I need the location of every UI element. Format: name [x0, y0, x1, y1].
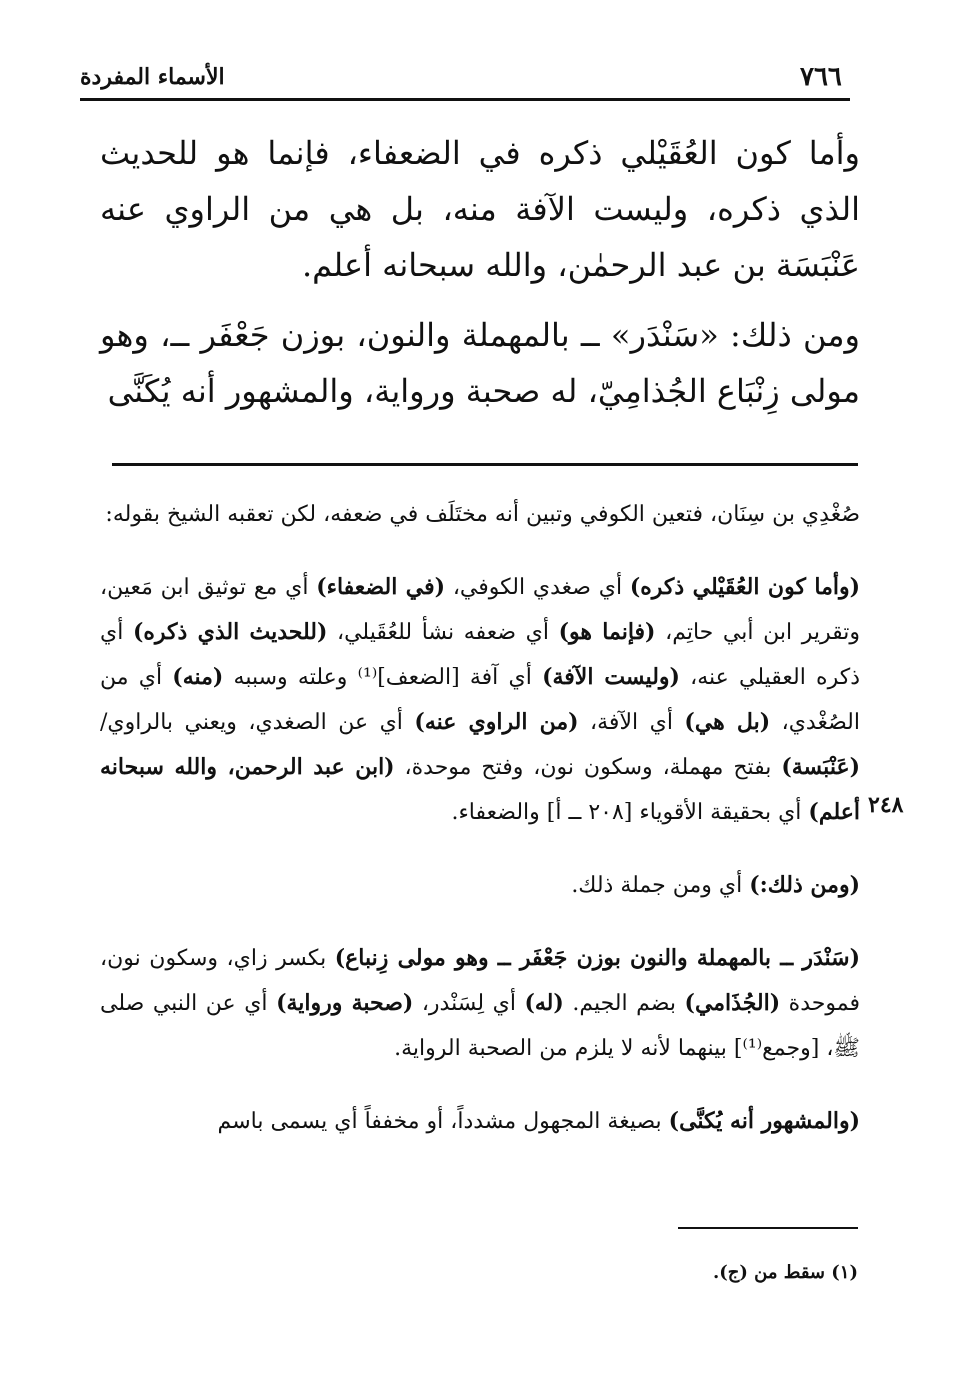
running-header-title: الأسماء المفردة — [80, 64, 225, 90]
commentary-span: أي لِسَنْدر، — [413, 991, 525, 1016]
quoted-lemma: (ومن ذلك:) — [749, 872, 860, 898]
main-text — [100, 125, 860, 433]
quoted-lemma: (فإنما هو) — [558, 619, 656, 645]
commentary-paragraph — [100, 863, 860, 908]
commentary-paragraph — [100, 565, 860, 835]
commentary-span: أي مع توثيق ابن مَعين، وتقرير ابن أبي حاتِم، — [100, 575, 860, 645]
quoted-lemma: (في الضعفاء) — [316, 574, 446, 600]
commentary-span: أي آفة [الضعف]⁽¹⁾ وعلته وسببه — [223, 665, 543, 690]
quoted-lemma: (وليست الآفة) — [542, 664, 680, 690]
main-paragraph: وأما كون العُقَيْلي ذكره في الضعفاء، فإنما هو للحديث الذي ذكره، وليست الآفة منه، بل هي من الراوي عنه عَنْبَسَة بن عبد الرحمٰن، والله سبحانه أعلم. — [100, 134, 860, 284]
main-commentary-divider — [112, 463, 858, 466]
quoted-lemma: (سَنْدَر ــ بالمهملة والنون بوزن جَعْفَر ــ وهو مولى زِنباع) — [334, 945, 860, 971]
commentary-span: أي عن النبي صلى ﷺ، [وجمع⁽¹⁾] بينهما لأنه لا يلزم من الصحبة الرواية. — [100, 991, 860, 1061]
header-rule — [80, 98, 850, 101]
quoted-lemma: (له) — [524, 990, 564, 1016]
commentary-span: أي من الصُغْدي، — [100, 665, 860, 735]
commentary-span: أي بحقيقة الأقوياء [٢٠٨ ــ أ] والضعفاء. — [451, 800, 809, 825]
quoted-lemma: (بل هي) — [684, 709, 771, 735]
footnote-rule — [678, 1227, 858, 1229]
commentary-span: بكسر زاي، وسكون نون، فموحدة — [100, 946, 860, 1016]
quoted-lemma: (للحديث الذي ذكره) — [132, 619, 328, 645]
quoted-lemma: (والمشهور أنه يُكنَّى) — [668, 1108, 860, 1134]
quoted-lemma: (ابن عبد الرحمن، والله سبحانه أعلم) — [100, 754, 860, 825]
quoted-lemma: (من الراوي عنه) — [414, 709, 579, 735]
page-number: ٧٦٦ — [800, 62, 842, 92]
commentary-span: بضم الجيم. — [563, 991, 685, 1016]
quoted-lemma: (منه) — [172, 664, 224, 690]
commentary-span: أي ضعفه نشأ للعُقَيلي، — [327, 620, 559, 645]
commentary-span: أي ومن جملة ذلك. — [571, 873, 750, 898]
quoted-lemma: (صحبة ورواية) — [276, 990, 414, 1016]
commentary-span: أي صغدي الكوفي، — [445, 575, 630, 600]
commentary-text — [100, 492, 860, 1172]
commentary-span: بفتح مهملة، وسكون نون، وفتح موحدة، — [394, 755, 782, 780]
commentary-span: أي عن الصغدي، ويعني بالراوي/ — [100, 710, 415, 735]
quoted-lemma: (الجُذَامي) — [684, 990, 781, 1016]
commentary-paragraph — [100, 1099, 860, 1144]
main-paragraph: ومن ذلك: «سَنْدَر» ــ بالمهملة والنون، بوزن جَعْفَر ــ، وهو مولى زِنْبَاع الجُذامِيّ، له صحبة ورواية، والمشهور أنه يُكَنَّى — [100, 316, 860, 410]
commentary-span: بصيغة المجهول مشدداً، أو مخففاً أي يسمى باسم — [217, 1109, 669, 1134]
commentary-paragraph — [100, 936, 860, 1071]
commentary-paragraph: صُغْدِي بن سِنَان، فتعين الكوفي وتبين أنه مختَلَف في ضعفه، لكن تعقبه الشيخ بقوله: — [105, 502, 860, 527]
commentary-span: أي ذكره العقيلي عنه، — [100, 620, 860, 690]
footnote: (١) سقط من (ج). — [712, 1262, 858, 1283]
quoted-lemma: (وأما كون العُقَيْلي ذكره) — [629, 574, 860, 600]
commentary-span: أي الآفة، — [578, 710, 685, 735]
quoted-lemma: (عَنْبَسة) — [781, 754, 860, 780]
manuscript-folio-number: ٢٤٨ — [868, 792, 904, 818]
